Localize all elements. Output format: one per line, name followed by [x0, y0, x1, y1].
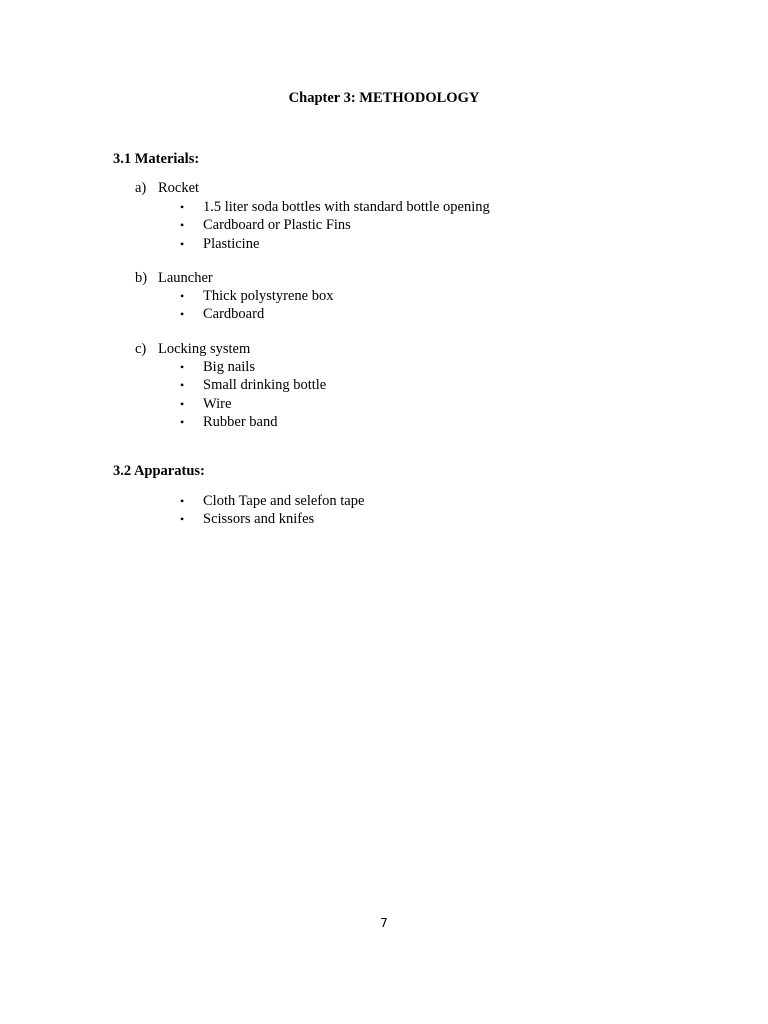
- document-page: Chapter 3: METHODOLOGY 3.1 Materials: a) Rocket • 1.5 liter soda bottles with standard bottle opening • Cardboard or Plastic Fins • Plasticine b) Launcher • Thick polystyrene box • Cardboard c) Locking system • Big nails • Small drinking bottle • Wire • Rubber band 3.2 Apparatus: • Cloth Tape and selefon tape • Scissors and knifes 7: [0, 0, 768, 1024]
- group-marker: a): [135, 180, 147, 196]
- section-heading-materials: 3.1 Materials:: [113, 151, 200, 167]
- bullet-icon: •: [180, 414, 185, 429]
- bullet-icon: •: [180, 307, 185, 322]
- group-marker: c): [135, 341, 147, 357]
- bullet-icon: •: [180, 289, 185, 303]
- bullet-icon: •: [180, 236, 185, 251]
- chapter-title: Chapter 3: METHODOLOGY: [288, 90, 480, 106]
- bullet-icon: •: [180, 512, 185, 527]
- group-label: Rocket: [158, 180, 200, 196]
- group-label: Launcher: [158, 270, 213, 286]
- bullet-icon: •: [180, 378, 185, 393]
- bullet-icon: •: [180, 396, 185, 411]
- bullet-icon: •: [180, 218, 185, 233]
- bullet-icon: •: [180, 360, 185, 374]
- group-marker: b): [135, 270, 148, 286]
- page-number: 7: [380, 916, 388, 930]
- bullet-icon: •: [180, 200, 185, 214]
- bullet-icon: •: [180, 494, 185, 508]
- section-heading-apparatus: 3.2 Apparatus:: [113, 463, 205, 479]
- group-label: Locking system: [158, 341, 251, 357]
